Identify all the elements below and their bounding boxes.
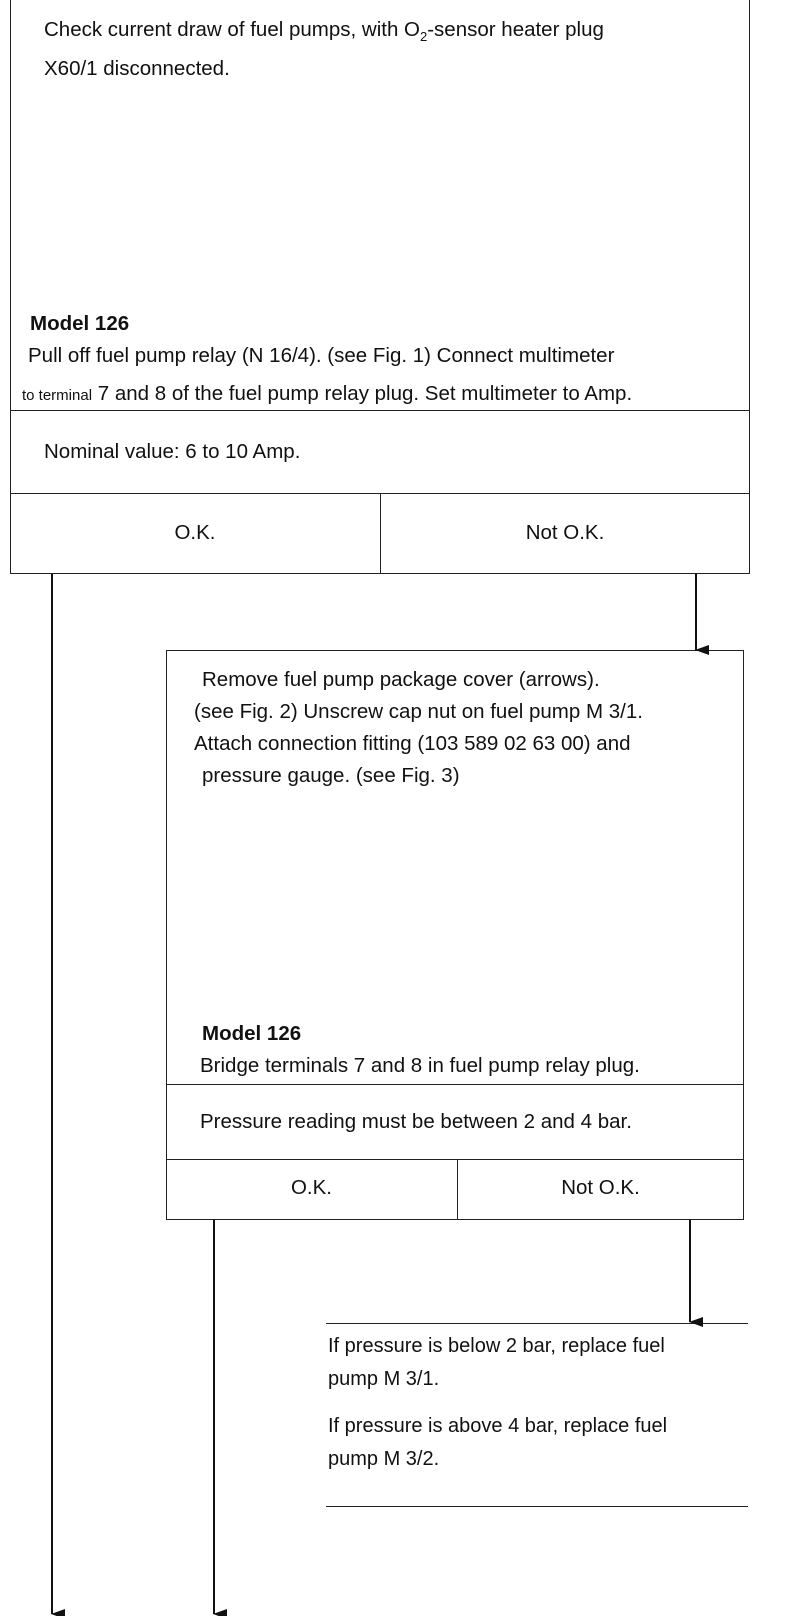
step-1-nominal-value: Nominal value: 6 to 10 Amp.: [44, 440, 301, 463]
step-2-ok-label: O.K.: [290, 1176, 332, 1199]
step-2-model-line: Bridge terminals 7 and 8 in fuel pump relay plug.: [200, 1054, 640, 1077]
step-1-model-line-1: Pull off fuel pump relay (N 16/4). (see Fig. 1) Connect multimeter: [28, 344, 615, 367]
step-2-pressure-requirement: Pressure reading must be between 2 and 4 bar.: [200, 1110, 632, 1133]
result-text: If pressure is below 2 bar, replace fuel pump M 3/1. If pressure is above 4 bar, replace fuel pump M 3/2.: [328, 1335, 668, 1470]
step-1-instruction: Check current draw of fuel pumps, with $O_2$-sensor heater plug X60/1 disconnected.: [44, 18, 604, 81]
step-2-not-ok-label: Not O.K.: [561, 1176, 640, 1199]
step-1-model-line-2: to terminal 7 and 8 of the fuel pump relay plug. Set multimeter to Amp.: [22, 382, 633, 405]
step-1-not-ok-label: Not O.K.: [525, 521, 605, 544]
step-1-ok-label: O.K.: [174, 521, 216, 544]
step-2-model-heading: Model 126: [202, 1022, 302, 1045]
step-2-instructions: Remove fuel pump package cover (arrows). (see Fig. 2) Unscrew cap nut on fuel pump M 3/1. Attach connection fitting (103 589 02 63 00) and pressure gauge. (see Fig. 3): [194, 668, 643, 787]
step-1-model-heading: Model 126: [30, 312, 130, 335]
